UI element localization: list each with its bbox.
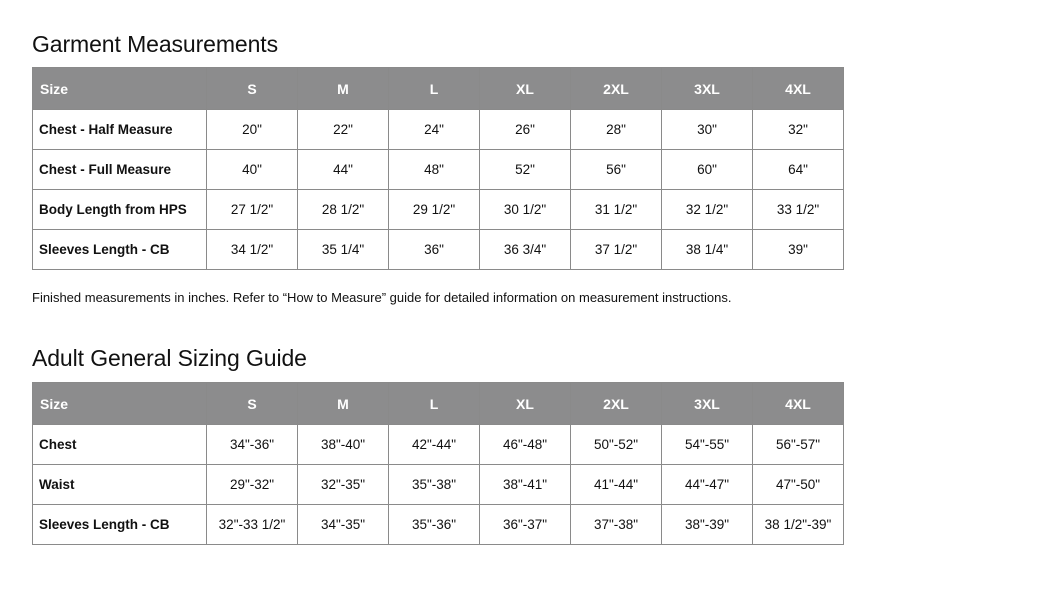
table-cell: 35"-38" [389,465,480,505]
garment-measurements-table [32,67,844,270]
table-cell: 36" [389,230,480,270]
table-cell: 34"-35" [298,505,389,545]
table-cell: 30 1/2" [480,190,571,230]
row-label: Sleeves Length - CB [33,505,207,545]
header-cell-4xl: 4XL [753,383,844,425]
table-cell: 22" [298,110,389,150]
table-cell: 50"-52" [571,425,662,465]
table-row [33,150,844,190]
header-cell-s: S [207,383,298,425]
table-header-row [33,68,844,110]
table-cell: 24" [389,110,480,150]
row-label: Sleeves Length - CB [33,230,207,270]
header-cell-3xl: 3XL [662,383,753,425]
table-cell: 38"-39" [662,505,753,545]
header-cell-xl: XL [480,68,571,110]
sizing-guide-title: Adult General Sizing Guide [32,345,307,371]
table-cell: 32" [753,110,844,150]
table-cell: 36"-37" [480,505,571,545]
table-row [33,230,844,270]
header-cell-size: Size [33,68,207,110]
sizing-guide-table [32,382,844,545]
header-cell-m: M [298,68,389,110]
table-cell: 34"-36" [207,425,298,465]
table-cell: 38"-40" [298,425,389,465]
table-cell: 35 1/4" [298,230,389,270]
table-cell: 56" [571,150,662,190]
table-cell: 52" [480,150,571,190]
table-cell: 60" [662,150,753,190]
table-cell: 35"-36" [389,505,480,545]
table-cell: 48" [389,150,480,190]
table-cell: 28 1/2" [298,190,389,230]
table-cell: 40" [207,150,298,190]
table-cell: 32"-33 1/2" [207,505,298,545]
table-row [33,425,844,465]
garment-measurements-title: Garment Measurements [32,31,278,57]
table-cell: 64" [753,150,844,190]
header-cell-4xl: 4XL [753,68,844,110]
header-cell-3xl: 3XL [662,68,753,110]
table-cell: 26" [480,110,571,150]
table-cell: 32 1/2" [662,190,753,230]
table-cell: 36 3/4" [480,230,571,270]
row-label: Chest - Full Measure [33,150,207,190]
table-cell: 32"-35" [298,465,389,505]
table-cell: 46"-48" [480,425,571,465]
table-cell: 38"-41" [480,465,571,505]
table-row [33,505,844,545]
table-cell: 41"-44" [571,465,662,505]
measurement-note: Finished measurements in inches. Refer to “How to Measure” guide for detailed information on measurement instructions. [32,290,732,305]
table-cell: 29 1/2" [389,190,480,230]
header-cell-l: L [389,68,480,110]
table-cell: 38 1/2"-39" [753,505,844,545]
row-label: Chest - Half Measure [33,110,207,150]
table-cell: 27 1/2" [207,190,298,230]
table-cell: 39" [753,230,844,270]
table-cell: 54"-55" [662,425,753,465]
table-cell: 28" [571,110,662,150]
table-row [33,465,844,505]
table-cell: 37"-38" [571,505,662,545]
table-header-row [33,383,844,425]
row-label: Chest [33,425,207,465]
table-cell: 33 1/2" [753,190,844,230]
table-cell: 47"-50" [753,465,844,505]
header-cell-s: S [207,68,298,110]
table-cell: 37 1/2" [571,230,662,270]
row-label: Body Length from HPS [33,190,207,230]
header-cell-l: L [389,383,480,425]
table-cell: 31 1/2" [571,190,662,230]
header-cell-2xl: 2XL [571,68,662,110]
row-label: Waist [33,465,207,505]
table-cell: 44" [298,150,389,190]
table-cell: 42"-44" [389,425,480,465]
table-cell: 34 1/2" [207,230,298,270]
table-cell: 38 1/4" [662,230,753,270]
table-cell: 56"-57" [753,425,844,465]
table-cell: 30" [662,110,753,150]
header-cell-xl: XL [480,383,571,425]
header-cell-2xl: 2XL [571,383,662,425]
table-cell: 20" [207,110,298,150]
table-row [33,110,844,150]
header-cell-size: Size [33,383,207,425]
table-cell: 44"-47" [662,465,753,505]
header-cell-m: M [298,383,389,425]
table-cell: 29"-32" [207,465,298,505]
table-row [33,190,844,230]
